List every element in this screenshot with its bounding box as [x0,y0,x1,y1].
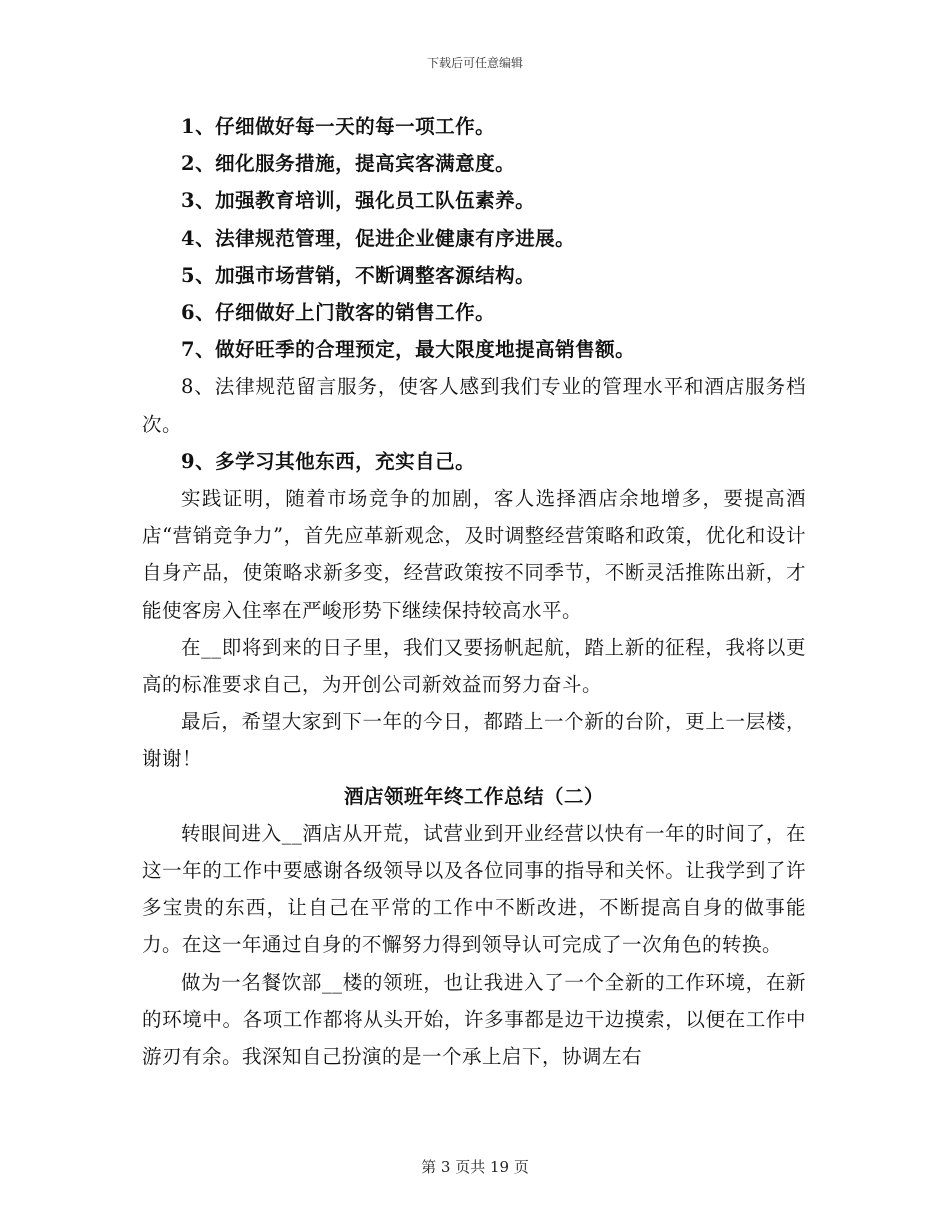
section-title: 酒店领班年终工作总结（二） [343,784,604,808]
list-item: 6、仔细做好上门散客的销售工作。 [181,301,496,325]
list-item: 5、加强市场营销，不断调整客源结构。 [181,263,536,287]
list-item: 7、做好旺季的合理预定，最大限度地提高销售额。 [181,338,636,362]
list-item: 8、法律规范留言服务，使客人感到我们专业的管理水平和酒店服务档次。 [142,375,806,436]
list-item: 9、多学习其他东西，充实自己。 [181,449,476,473]
list-item: 2、细化服务措施，提高宾客满意度。 [181,152,516,176]
paragraph: 转眼间进入__酒店从开荒，试营业到开业经营以快有一年的时间了，在这一年的工作中要感谢各级领导以及各位同事的指导和关怀。让我学到了许多宝贵的东西，让自己在平常的工作中不断改进，不断提高自身的做事能力。在这一年通过自身的不懈努力得到领导认可完成了一次角色的转换。 [142,821,806,957]
paragraph: 在__即将到来的日子里，我们又要扬帆起航，踏上新的征程，我将以更高的标准要求自己，为开创公司新效益而努力奋斗。 [142,635,806,697]
paragraph: 实践证明，随着市场竞争的加剧，客人选择酒店余地增多，要提高酒店“营销竞争力”，首先应革新观念，及时调整经营策略和政策，优化和设计自身产品，使策略求新多变，经营政策按不同季节，不断灵活推陈出新，才能使客房入住率在严峻形势下继续保持较高水平。 [142,487,806,622]
list-item: 4、法律规范管理，促进企业健康有序进展。 [181,226,576,250]
page-header: 下载后可任意编辑 [426,56,523,70]
paragraph: 最后，希望大家到下一年的今日，都踏上一个新的台阶，更上一层楼，谢谢！ [142,710,806,771]
document-body [142,108,806,1075]
paragraph: 做为一名餐饮部__楼的领班，也让我进入了一个全新的工作环境，在新的环境中。各项工作都将从头开始，许多事都是边干边摸索，以便在工作中游刃有余。我深知自己扮演的是一个承上启下，协调左右 [142,970,806,1069]
list-item: 1、仔细做好每一天的每一项工作。 [181,115,496,138]
page-footer: 第 3 页共 19 页 [421,1158,529,1176]
list-item: 3、加强教育培训，强化员工队伍素养。 [181,189,536,213]
